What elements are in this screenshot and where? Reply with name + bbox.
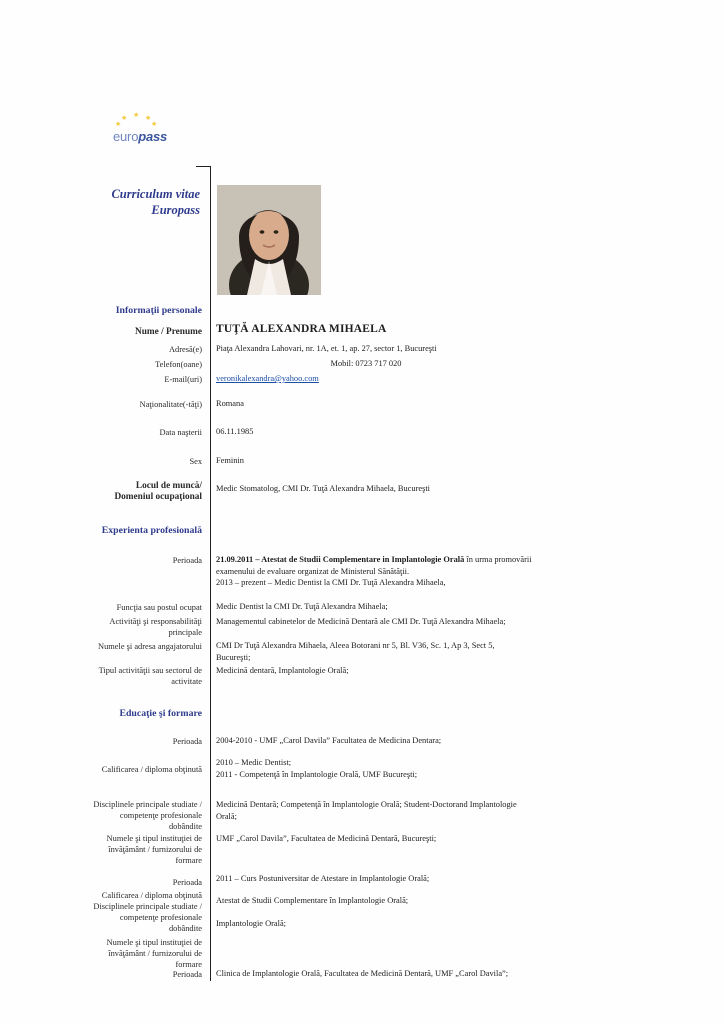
value-sector: Medicină dentară, Implantologie Orală; xyxy=(216,666,349,675)
employer-line2: Bucureşti; xyxy=(216,652,251,662)
label-disciplines-1-line2: competenţe profesionale xyxy=(119,811,202,820)
label-education-period-2: Perioada xyxy=(172,878,202,887)
label-education-institution-1 xyxy=(20,833,202,866)
value-activities: Managementul cabinetelor de Medicină Dentară ale CMI Dr. Tuţă Alexandra Mihaela; xyxy=(216,617,506,626)
value-education-period-1: 2004-2010 - UMF „Carol Davila” Facultatea de Medicina Dentara; xyxy=(216,736,442,745)
label-institution-1-line3: formare xyxy=(175,856,202,865)
value-education-period-2: 2011 – Curs Postuniversitar de Atestare in Implantologie Orală; xyxy=(216,874,430,883)
label-nationality: Naţionalitate(-tăţi) xyxy=(139,400,202,409)
label-education-qualification-2: Calificarea / diploma obţinută xyxy=(101,891,202,900)
value-phone: Mobil: 0723 717 020 xyxy=(330,359,402,368)
value-address: Piaţa Alexandra Lahovari, nr. 1A, et. 1, ap. 27, sector 1, Bucureşti xyxy=(216,344,437,353)
label-experience-period: Perioada xyxy=(172,556,202,565)
label-sector-line1: Tipul activităţii sau sectorul de xyxy=(98,666,202,675)
experience-period-bold: 21.09.2011 – Atestat de Studii Complementare in Implantologie Orală xyxy=(216,555,465,564)
europass-wordmark xyxy=(113,129,203,144)
value-education-disciplines-1 xyxy=(216,799,686,822)
label-name: Nume / Prenume xyxy=(135,327,202,337)
label-workplace xyxy=(20,481,202,503)
qualification-1-line1: 2010 – Medic Dentist; xyxy=(216,758,292,767)
page-title xyxy=(40,186,200,218)
label-phone: Telefon(oane) xyxy=(155,360,202,369)
section-work-experience: Experienta profesională xyxy=(101,525,202,536)
value-email xyxy=(216,373,686,385)
experience-period-line3: 2013 – prezent – Medic Dentist la CMI Dr. Tuţă Alexandra Mihaela, xyxy=(216,578,446,587)
value-position: Medic Dentist la CMI Dr. Tuţă Alexandra Mihaela; xyxy=(216,602,388,611)
label-sex: Sex xyxy=(189,457,202,466)
label-activities xyxy=(20,616,202,638)
value-experience-period xyxy=(216,554,686,589)
avatar xyxy=(217,185,321,295)
label-education-period-3: Perioada xyxy=(172,970,202,979)
qualification-1-line2: 2011 - Competenţă în Implantologie Orală, UMF Bucureşti; xyxy=(216,769,418,779)
label-activities-line1: Activităţi şi responsabilităţi xyxy=(109,617,202,626)
label-disciplines-1-line1: Disciplinele principale studiate / xyxy=(93,800,202,809)
label-activities-line2: principale xyxy=(168,628,202,637)
label-employer: Numele şi adresa angajatorului xyxy=(98,642,202,651)
label-sector-line2: activitate xyxy=(171,677,202,686)
section-education: Educaţie şi formare xyxy=(119,708,202,719)
label-disciplines-2-line3: dobândite xyxy=(168,924,202,933)
experience-period-rest: în urma promovării xyxy=(464,555,532,564)
value-workplace: Medic Stomatolog, CMI Dr. Tuţă Alexandra Mihaela, Bucureşti xyxy=(216,484,431,493)
label-birthdate: Data naşterii xyxy=(159,428,202,437)
value-education-period-3: Clinica de Implantologie Orală, Facultatea de Medicină Dentară, UMF „Carol Davila”; xyxy=(216,969,509,978)
experience-period-line2: examenului de evaluare organizat de Ministerul Sănătăţii. xyxy=(216,566,410,576)
title-line-2: Europass xyxy=(151,203,200,217)
label-education-disciplines-2 xyxy=(20,901,202,934)
value-education-qualification-2: Atestat de Studii Complementare în Implantologie Orală; xyxy=(216,896,409,905)
label-email: E-mail(uri) xyxy=(164,375,202,384)
label-workplace-line2: Domeniul ocupaţional xyxy=(114,492,202,502)
value-education-institution-1: UMF „Carol Davila”, Facultatea de Medicină Dentară, Bucureşti; xyxy=(216,834,437,843)
label-sector xyxy=(20,665,202,687)
label-education-disciplines-1 xyxy=(20,799,202,832)
label-education-period-1: Perioada xyxy=(172,737,202,746)
value-sex: Feminin xyxy=(216,456,244,465)
label-institution-2-line1: Numele şi tipul instituţiei de xyxy=(106,938,202,947)
label-institution-1-line2: învăţământ / furnizorului de xyxy=(108,845,202,854)
label-institution-2-line2: învăţământ / furnizorului de xyxy=(108,949,202,958)
logo-word-euro: euro xyxy=(113,129,139,144)
disciplines-1-line2: Orală; xyxy=(216,811,237,821)
vertical-divider xyxy=(210,166,211,981)
section-personal-info: Informaţii personale xyxy=(115,305,202,316)
label-address: Adresă(e) xyxy=(168,345,202,354)
value-education-qualification-1 xyxy=(216,757,686,780)
value-education-disciplines-2: Implantologie Orală; xyxy=(216,919,287,928)
label-disciplines-2-line1: Disciplinele principale studiate / xyxy=(93,902,202,911)
portrait-photo-icon xyxy=(217,185,321,295)
value-nationality: Romana xyxy=(216,399,244,408)
logo-word-pass: pass xyxy=(138,129,168,144)
label-position: Funcţia sau postul ocupat xyxy=(116,603,202,612)
header-rule xyxy=(196,166,211,167)
disciplines-1-line1: Medicină Dentară; Competenţă în Implantologie Orală; Student-Doctorand Implantologie xyxy=(216,800,517,809)
label-institution-2-line3: formare xyxy=(175,960,202,969)
label-education-qualification-1: Calificarea / diploma obţinută xyxy=(101,765,202,774)
title-line-1: Curriculum vitae xyxy=(111,187,200,201)
label-disciplines-2-line2: competenţe profesionale xyxy=(119,913,202,922)
value-name: TUŢĂ ALEXANDRA MIHAELA xyxy=(216,323,387,335)
label-institution-1-line1: Numele şi tipul instituţiei de xyxy=(106,834,202,843)
label-workplace-line1: Locul de muncă/ xyxy=(135,481,202,491)
eu-stars-icon: ★ ★ ★ ★ ★ xyxy=(115,111,158,128)
email-link[interactable]: veronikalexandra@yahoo.com xyxy=(216,374,319,383)
value-birthdate: 06.11.1985 xyxy=(216,427,254,436)
employer-line1: CMI Dr Tuţă Alexandra Mihaela, Aleea Botorani nr 5, Bl. V36, Sc. 1, Ap 3, Sect 5, xyxy=(216,641,495,650)
value-employer xyxy=(216,640,686,663)
label-disciplines-1-line3: dobândite xyxy=(168,822,202,831)
label-education-institution-2 xyxy=(20,937,202,970)
europass-logo xyxy=(113,112,203,146)
